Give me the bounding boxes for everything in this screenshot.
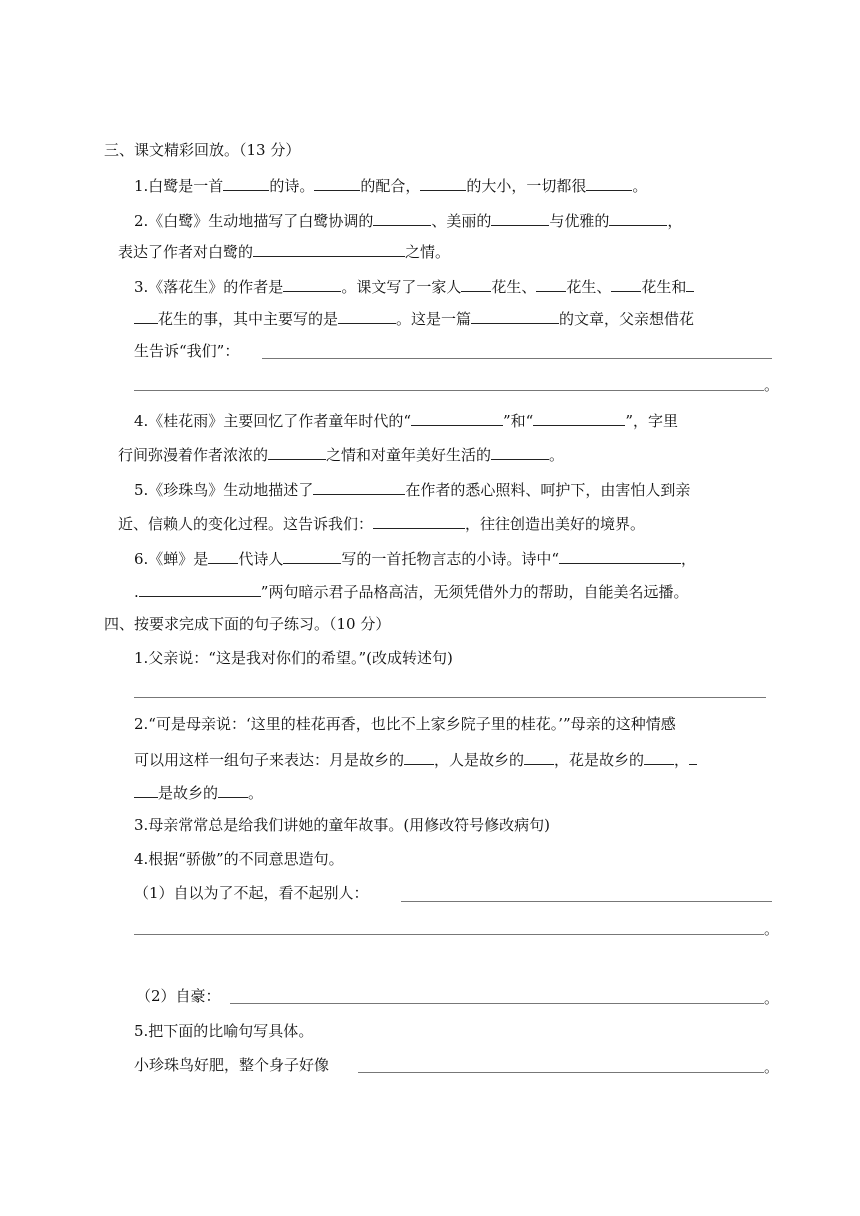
q4-3: 3.母亲常常总是给我们讲她的童年故事。(用修改符号修改病句) [134, 816, 551, 834]
q4-1: 1.父亲说：“这是我对你们的希望。”(改成转述句) [134, 649, 453, 667]
answer-line[interactable] [134, 934, 764, 935]
answer-line[interactable] [134, 697, 766, 698]
answer-blank[interactable] [338, 308, 396, 324]
answer-blank[interactable] [313, 479, 405, 495]
answer-blank[interactable] [134, 782, 158, 798]
answer-blank[interactable] [253, 241, 405, 257]
answer-blank[interactable] [373, 210, 431, 226]
q4-5-title: 5.把下面的比喻句写具体。 [134, 1022, 314, 1040]
end-period: 。 [764, 1058, 780, 1076]
q4-5-prompt: 小珍珠鸟好肥，整个身子好像 [134, 1056, 330, 1074]
answer-blank[interactable] [283, 276, 341, 292]
answer-line[interactable] [358, 1072, 764, 1073]
answer-blank[interactable] [373, 513, 465, 529]
end-period: 。 [764, 989, 780, 1007]
answer-blank[interactable] [268, 444, 326, 460]
q3-5-line2: 近、信赖人的变化过程。这告诉我们： ，往往创造出美好的境界。 [118, 515, 646, 533]
q4-2-line1: 2.“可是母亲说：‘这里的桂花再香，也比不上家乡院子里的桂花。’”母亲的这种情感 [134, 715, 676, 733]
answer-line[interactable] [134, 390, 764, 391]
answer-blank[interactable] [471, 308, 559, 324]
answer-blank[interactable] [586, 175, 632, 191]
q4-4-sub2: （2）自豪： [136, 987, 221, 1005]
answer-blank[interactable] [411, 410, 503, 426]
answer-blank[interactable] [533, 410, 625, 426]
answer-blank[interactable] [609, 210, 667, 226]
answer-blank[interactable] [404, 749, 434, 765]
q4-2-line3: 是故乡的 。 [134, 782, 263, 803]
q4-4-sub1: （1）自以为了不起，看不起别人： [134, 884, 369, 902]
q3-2-line2: 表达了作者对白鹭的 之情。 [118, 243, 451, 261]
answer-blank[interactable] [689, 749, 697, 765]
answer-blank[interactable] [283, 548, 341, 564]
answer-blank[interactable] [644, 749, 674, 765]
answer-blank[interactable] [223, 175, 269, 191]
answer-blank[interactable] [139, 581, 261, 597]
q3-3-line2: 花生的事，其中主要写的是 。这是一篇 的文章，父亲想借花 [134, 308, 694, 329]
q3-3-line1: 3.《落花生》的作者是 。课文写了一家人 花生、 花生、 花生和 [134, 276, 694, 297]
q4-2-line2: 可以用这样一组句子来表达：月是故乡的 ，人是故乡的 ，花是故乡的 ， [134, 749, 697, 770]
q4-4-title: 4.根据“骄傲”的不同意思造句。 [134, 850, 344, 868]
answer-blank[interactable] [134, 308, 158, 324]
answer-line[interactable] [262, 358, 772, 359]
q3-6-line1: 6.《蝉》是 代诗人 写的一首托物言志的小诗。诗中“ ， [134, 550, 697, 568]
answer-blank[interactable] [420, 175, 466, 191]
answer-blank[interactable] [686, 276, 694, 292]
q3-6-line2: . ”两句暗示君子品格高洁，无须凭借外力的帮助，自能美名远播。 [134, 583, 689, 601]
answer-blank[interactable] [218, 782, 248, 798]
answer-blank[interactable] [491, 210, 549, 226]
answer-blank[interactable] [524, 749, 554, 765]
q3-5-line1: 5.《珍珠鸟》生动地描述了 在作者的悉心照料、呵护下，由害怕人到亲 [134, 481, 691, 499]
q3-2-line1: 2.《白鹭》生动地描写了白鹭协调的 、美丽的 与优雅的 ， [134, 212, 683, 230]
answer-blank[interactable] [611, 276, 641, 292]
q3-4-line2: 行间弥漫着作者浓浓的 之情和对童年美好生活的 。 [118, 446, 565, 464]
section-3-heading: 三、课文精彩回放。（13 分） [104, 141, 301, 159]
answer-line[interactable] [401, 901, 772, 902]
end-period: 。 [764, 376, 780, 394]
section-4-heading: 四、按要求完成下面的句子练习。（10 分） [104, 615, 391, 633]
answer-blank[interactable] [314, 175, 360, 191]
answer-blank[interactable] [536, 276, 566, 292]
answer-blank[interactable] [559, 548, 681, 564]
q3-4-line1: 4.《桂花雨》主要回忆了作者童年时代的“ ”和“ ”，字里 [134, 412, 678, 430]
answer-blank[interactable] [208, 548, 238, 564]
answer-blank[interactable] [491, 444, 549, 460]
answer-blank[interactable] [461, 276, 491, 292]
end-period: 。 [764, 920, 780, 938]
q3-1: 1.白鹭是一首 的诗。 的配合， 的大小，一切都很 。 [134, 177, 648, 195]
q3-3-line3: 生告诉“我们”： [134, 342, 240, 360]
answer-line[interactable] [230, 1003, 764, 1004]
